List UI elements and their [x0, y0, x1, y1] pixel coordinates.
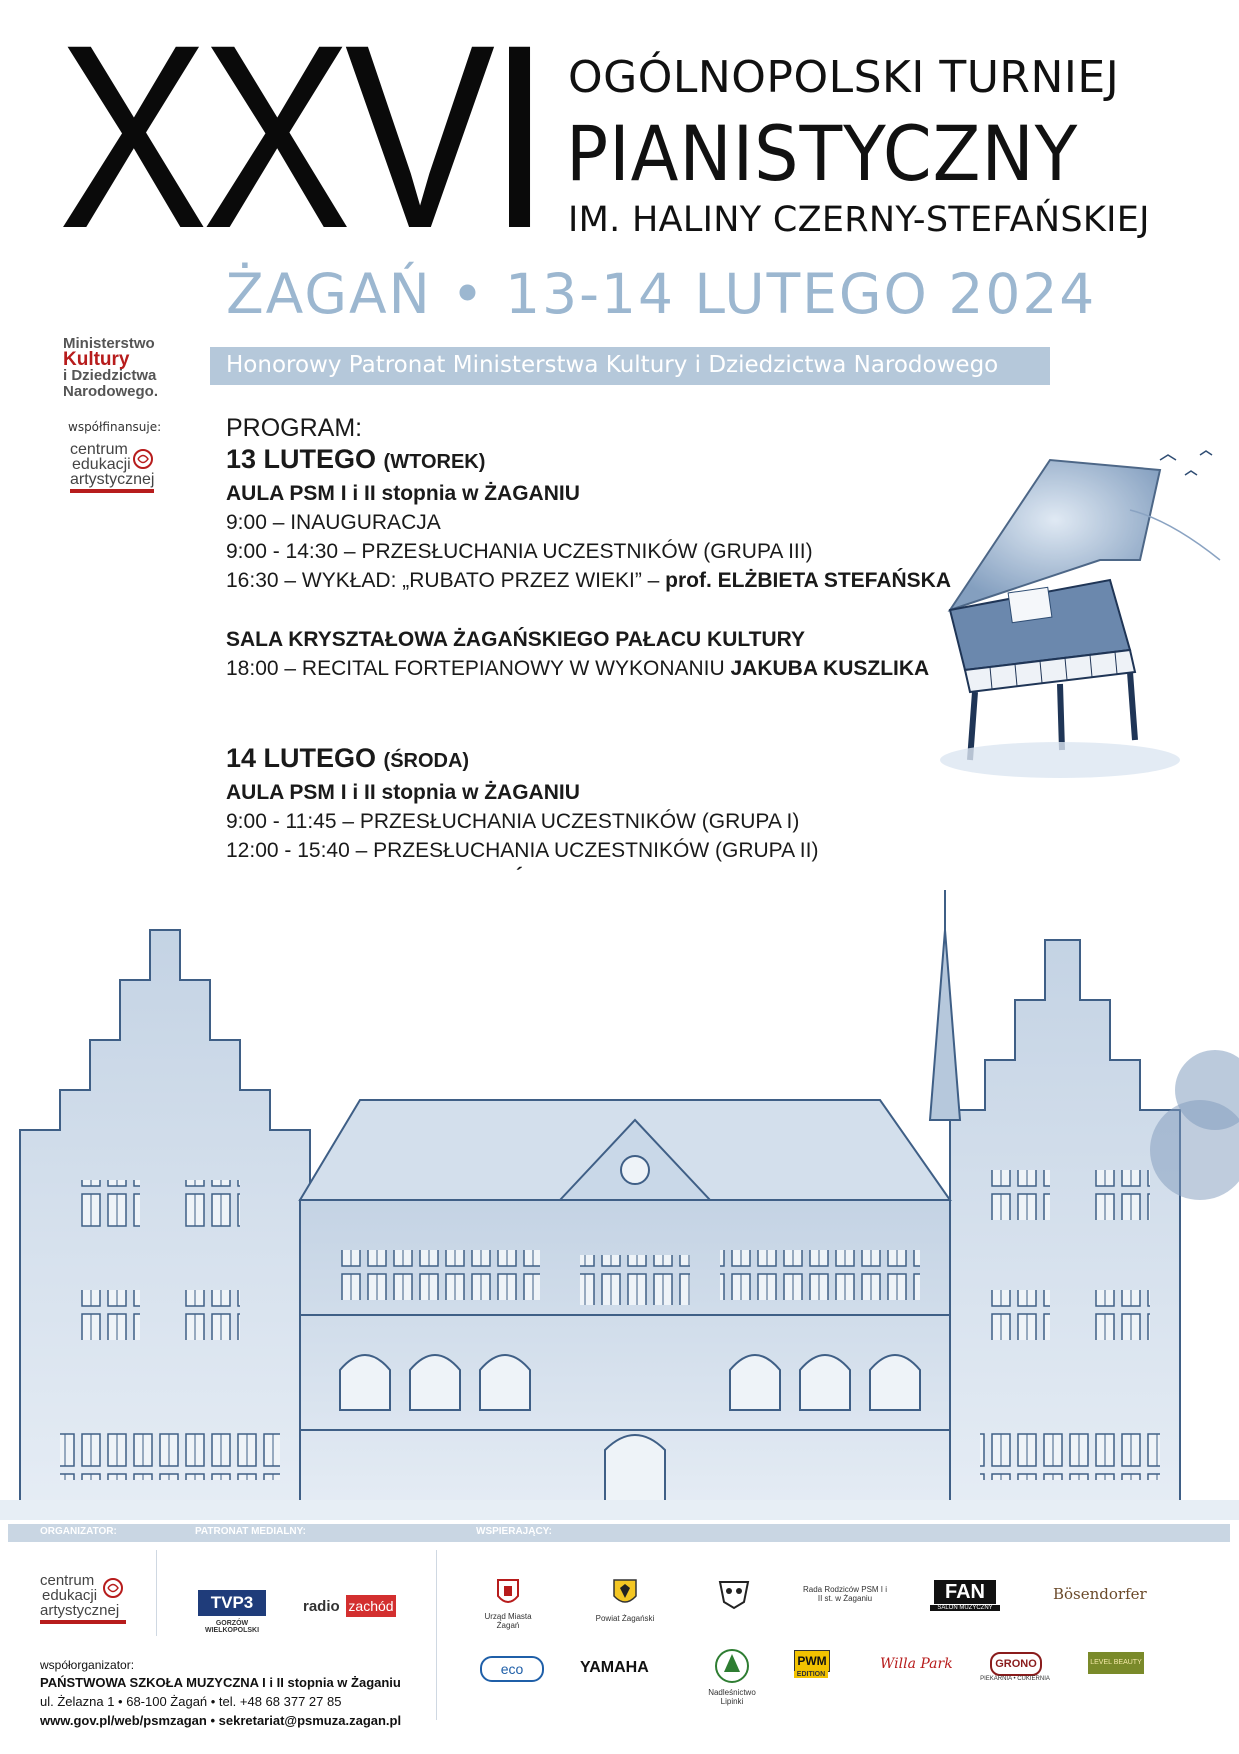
divider: [436, 1550, 437, 1720]
divider: [156, 1550, 157, 1636]
title-line-3: IM. HALINY CZERNY-STEFAŃSKIEJ: [568, 200, 1150, 240]
day1-venue-1: AULA PSM I i II stopnia w ŻAGANIU: [226, 482, 580, 505]
fan-logo: FAN: [934, 1580, 996, 1604]
yamaha-logo: YAMAHA: [580, 1659, 649, 1676]
bosendorfer-logo: Bösendorfer: [1053, 1585, 1147, 1603]
cea-emblem-icon: [102, 1577, 124, 1599]
day2-venue-1: AULA PSM I i II stopnia w ŻAGANIU: [226, 781, 580, 804]
ministry-logo: [63, 336, 183, 400]
organizer-label: ORGANIZATOR:: [40, 1526, 117, 1537]
cea-logo-line: edukacji: [42, 1587, 98, 1604]
piano-sketch-illustration: [930, 440, 1230, 800]
day1-date: [226, 444, 485, 475]
cofinance-label: współfinansuje:: [68, 420, 162, 434]
cea-logo-line: centrum: [40, 1572, 95, 1589]
pwm-caption: EDITION: [794, 1671, 828, 1678]
cea-logo: [70, 442, 154, 493]
day1-item-3-text: 16:30 – WYKŁAD: „RUBATO PRZEZ WIEKI” –: [226, 569, 666, 592]
urzad-caption: Urząd Miasta Żagań: [484, 1612, 532, 1630]
powiat-coat-of-arms-icon: [612, 1578, 638, 1608]
willa-park-logo: Willa Park: [880, 1656, 953, 1672]
tvp3-logo: TVP3: [198, 1590, 266, 1616]
program-heading: PROGRAM:: [226, 414, 363, 442]
school-address: ul. Żelazna 1 • 68-100 Żagań • tel. +48 68 377 27 85: [40, 1694, 342, 1709]
cea-logo-bar: [70, 489, 154, 493]
day1-item-4: [226, 657, 929, 681]
patronage-text: Honorowy Patronat Ministerstwa Kultury i Dziedzictwa Narodowego: [226, 352, 999, 378]
ministry-logo-line: Ministerstwo: [63, 335, 155, 352]
zagan-coat-of-arms-icon: [496, 1578, 520, 1608]
cea-logo-line: artystycznej: [70, 471, 155, 488]
grono-logo: GRONO: [990, 1652, 1042, 1676]
support-label: WSPIERAJĄCY:: [476, 1526, 552, 1537]
day1-weekday: (WTOREK): [383, 451, 486, 473]
sponsors-bar: [8, 1524, 1230, 1542]
zpc-mask-icon: [716, 1578, 752, 1612]
grono-caption: PIEKARNIA • CUKIERNIA: [980, 1676, 1050, 1682]
day1-item-4-text: 18:00 – RECITAL FORTEPIANOWY W WYKONANIU: [226, 657, 731, 680]
day2-item-2: 12:00 - 15:40 – PRZESŁUCHANIA UCZESTNIKÓW (GRUPA II): [226, 839, 819, 862]
day2-date-text: 14 LUTEGO: [226, 743, 377, 773]
day1-venue-2: SALA KRYSZTAŁOWA ŻAGAŃSKIEGO PAŁACU KULTURY: [226, 628, 806, 651]
pwm-logo: PWM: [794, 1650, 830, 1672]
organizer-cea-logo: [40, 1573, 126, 1624]
co-organizer-label: współorganizator:: [40, 1658, 135, 1672]
title-line-1: OGÓLNOPOLSKI TURNIEJ: [568, 52, 1120, 103]
cea-logo-bar: [40, 1620, 126, 1624]
powiat-caption: Powiat Żagański: [595, 1614, 655, 1623]
ministry-logo-line: Kultury: [63, 349, 130, 370]
cea-emblem-icon: [132, 448, 154, 470]
day1-item-1: 9:00 – INAUGURACJA: [226, 511, 441, 534]
event-date: ŻAGAŃ • 13-14 LUTEGO 2024: [226, 262, 1097, 326]
radio-logo-b: zachód: [346, 1595, 396, 1617]
tvp3-caption: GORZÓW WIELKOPOLSKI: [204, 1620, 260, 1634]
fan-caption: SALON MUZYCZNY: [930, 1605, 1000, 1611]
lasy-panstwowe-icon: [714, 1648, 750, 1684]
cea-logo-line: edukacji: [72, 456, 131, 473]
school-name: PAŃSTWOWA SZKOŁA MUZYCZNA I i II stopnia w Żaganiu: [40, 1675, 401, 1690]
day1-date-text: 13 LUTEGO: [226, 444, 377, 474]
radio-logo-a: radio: [303, 1598, 340, 1615]
edition-number: XXVI: [58, 0, 544, 283]
title-line-2: PIANISTYCZNY: [566, 109, 1079, 198]
school-building-sketch: [0, 870, 1239, 1520]
day1-item-4-performer: JAKUBA KUSZLIKA: [730, 657, 930, 680]
day2-weekday: (ŚRODA): [383, 750, 470, 772]
cea-logo-line: centrum: [70, 441, 128, 458]
rada-caption: Rada Rodziców PSM I i II st. w Żaganiu: [802, 1585, 888, 1603]
day1-item-3-speaker: prof. ELŻBIETA STEFAŃSKA: [665, 569, 951, 592]
day2-date: [226, 743, 469, 774]
eco-logo: eco: [480, 1656, 544, 1682]
day2-item-1: 9:00 - 11:45 – PRZESŁUCHANIA UCZESTNIKÓW (GRUPA I): [226, 810, 800, 833]
lasy-caption: Nadleśnictwo Lipinki: [708, 1688, 756, 1706]
ministry-logo-line: Narodowego.: [63, 383, 159, 400]
media-patron-label: PATRONAT MEDIALNY:: [195, 1526, 306, 1537]
cea-logo-line: artystycznej: [40, 1602, 120, 1619]
school-contact: www.gov.pl/web/psmzagan • sekretariat@psmuza.zagan.pl: [40, 1713, 402, 1728]
last-sponsor-logo: LEVEL BEAUTY: [1088, 1652, 1144, 1674]
ministry-logo-line: i Dziedzictwa: [63, 367, 157, 384]
day1-item-2: 9:00 - 14:30 – PRZESŁUCHANIA UCZESTNIKÓW (GRUPA III): [226, 540, 813, 563]
day1-item-3: [226, 569, 951, 593]
